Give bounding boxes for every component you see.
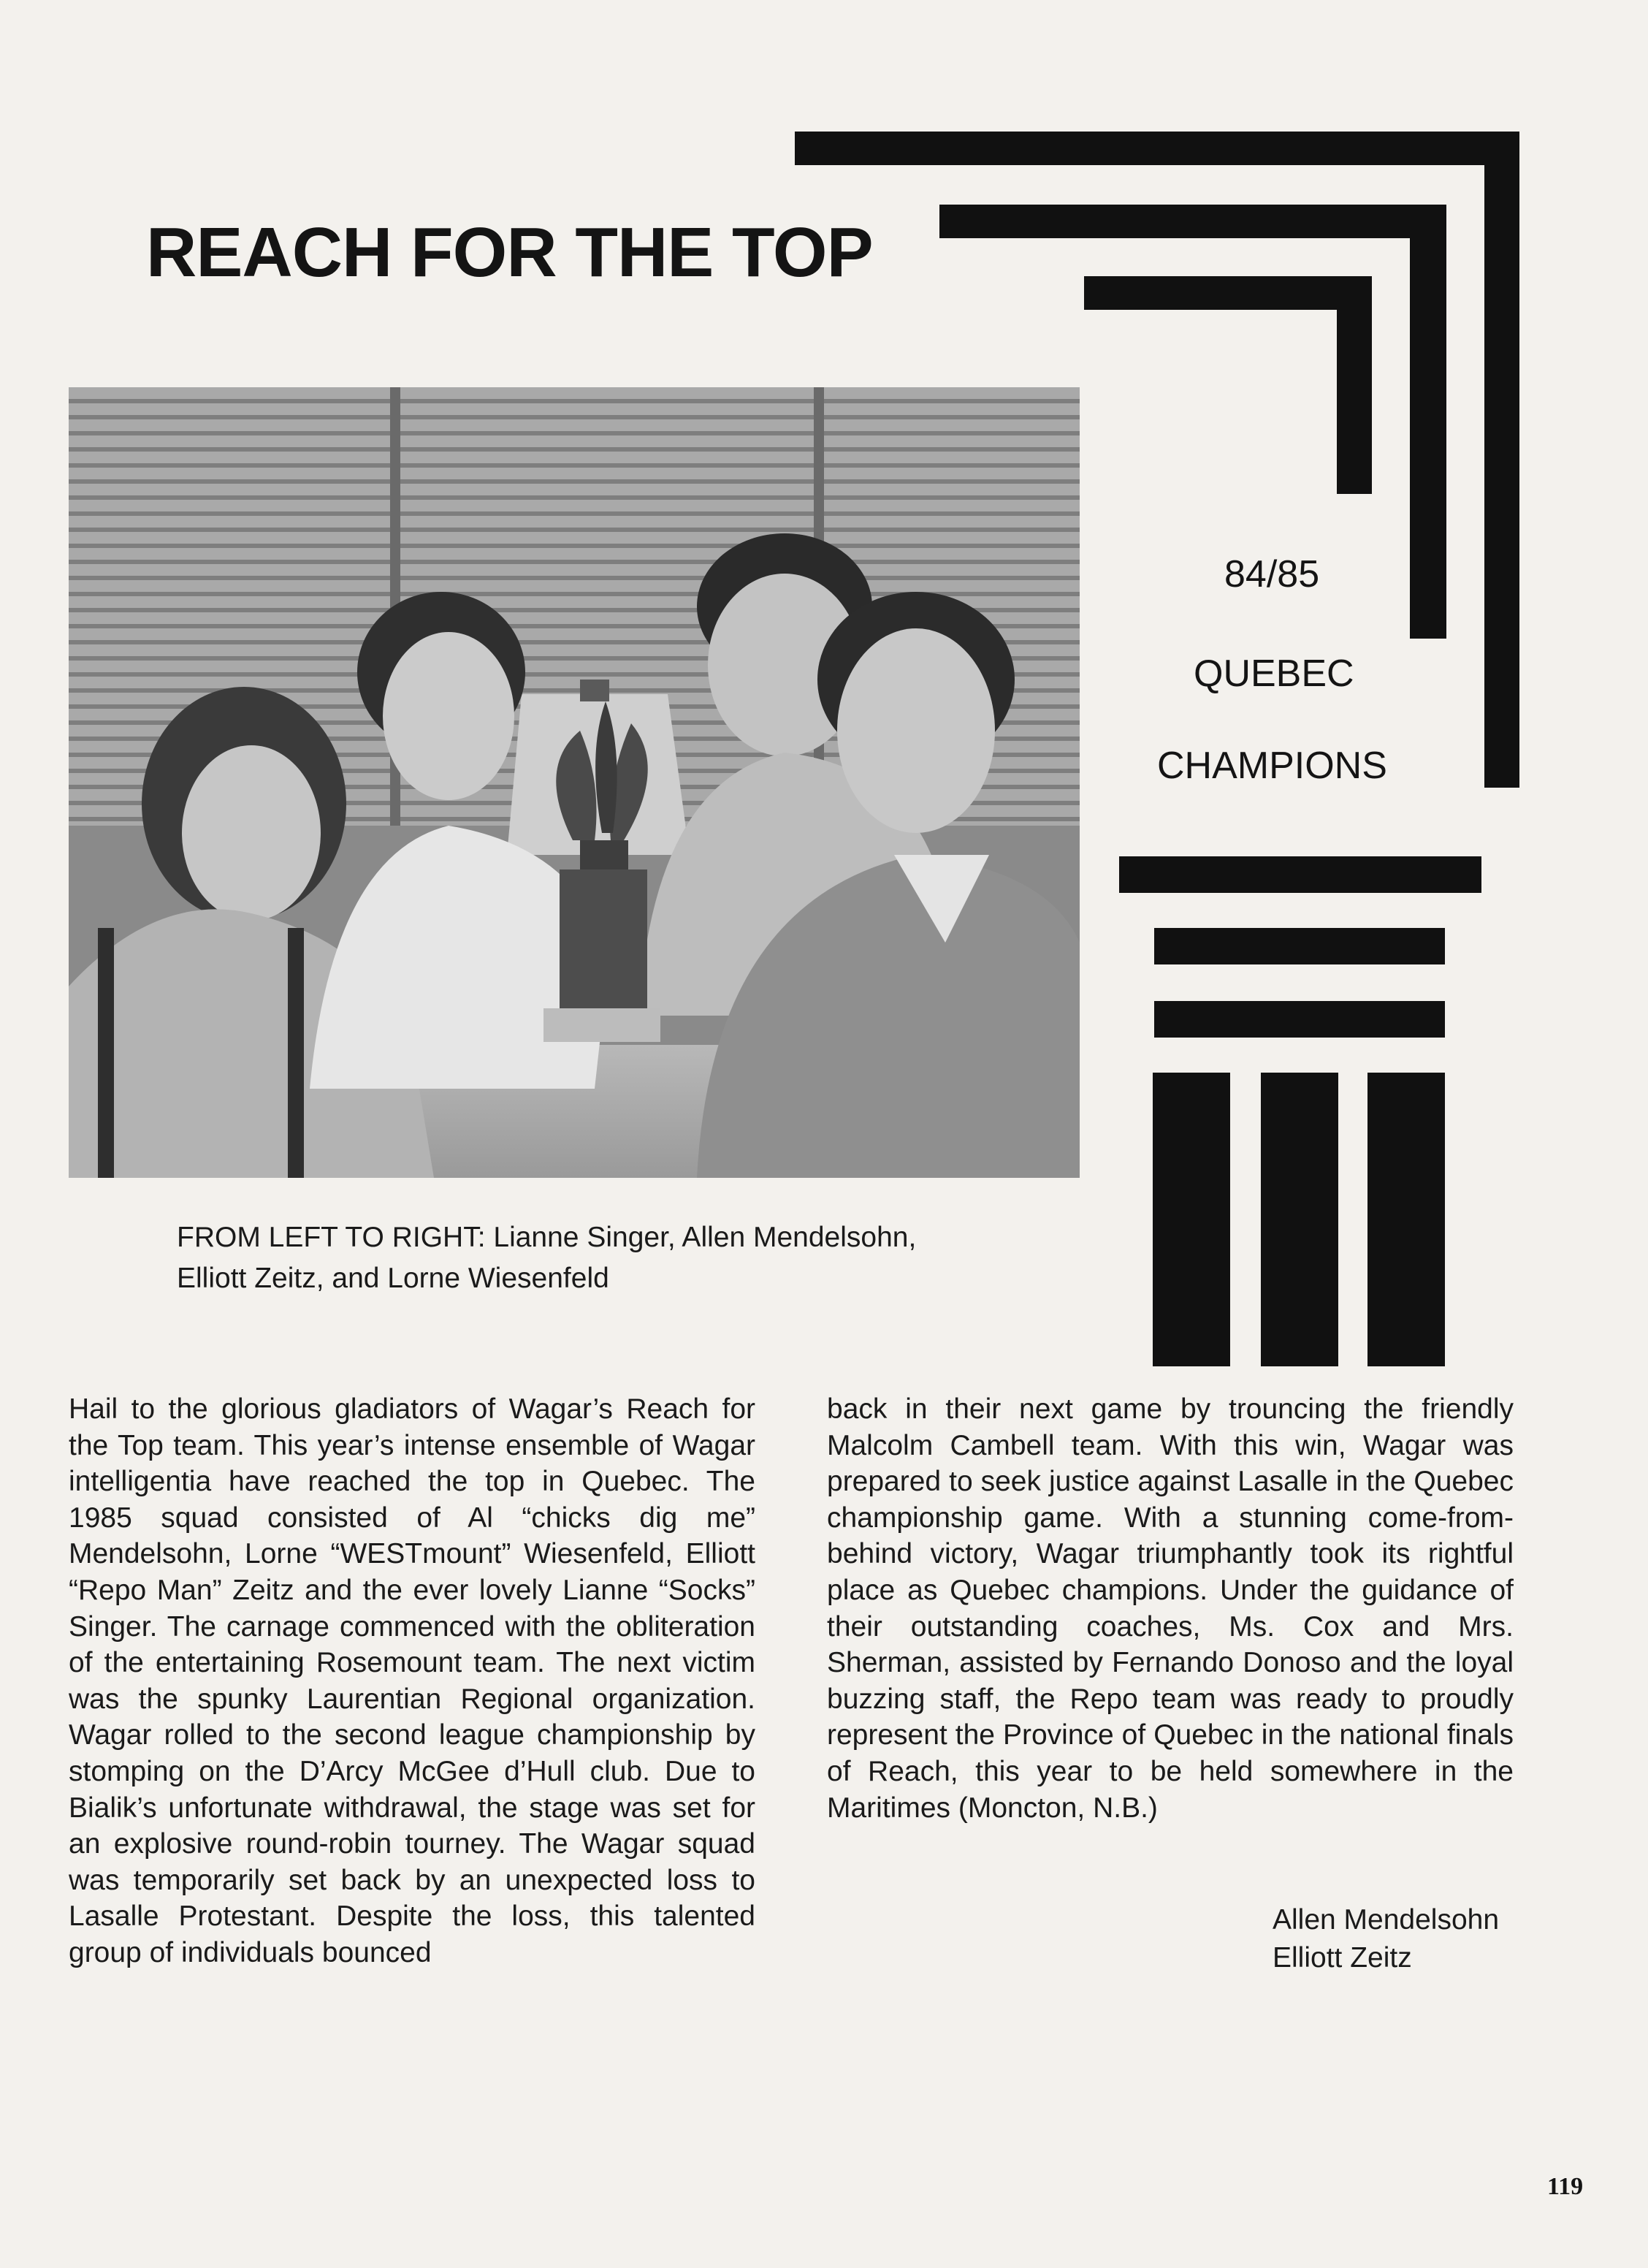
page-number: 119 bbox=[1547, 2173, 1584, 2200]
article-column-left bbox=[69, 1391, 755, 1971]
province-label: QUEBEC bbox=[1194, 652, 1354, 695]
caption-line-2: Elliott Zeitz, and Lorne Wiesenfeld bbox=[177, 1263, 609, 1294]
author-name-1: Allen Mendelsohn bbox=[1273, 1904, 1500, 1936]
champions-label: CHAMPIONS bbox=[1157, 745, 1387, 787]
bracket-middle-top bbox=[939, 205, 1446, 238]
pillar-2 bbox=[1261, 1073, 1338, 1366]
bracket-inner-top bbox=[1084, 276, 1372, 310]
bracket-middle-side bbox=[1410, 205, 1446, 639]
article-column-right bbox=[827, 1391, 1514, 1826]
bracket-outer-top bbox=[795, 132, 1519, 165]
article-text-right: back in their next game by trouncing the friendly Malcolm Cambell team. With this win, Wagar was prepared to seek justice against Lasalle in the Quebec championship game. With a stunning come-from-behind victory, Wagar triumphantly took its rightful place as Quebec champions. Under the guidance of their outstanding coaches, Ms. Cox and Mrs. Sherman, assisted by Fernando Donoso and the loyal buzzing staff, the Repo team was ready to proudly represent the Province of Quebec in the national finals of Reach, this year to be held somewhere in the Maritimes (Moncton, N.B.) bbox=[827, 1393, 1514, 1824]
photo-caption bbox=[177, 1217, 1053, 1299]
article-text-left: Hail to the glorious gladiators of Wagar’s Reach for the Top team. This year’s intense ensemble of Wagar intelligentia have reached the top in Quebec. The 1985 squad consisted of Al “chicks dig me” Mendelsohn, Lorne “WESTmount” Wiesenfeld, Elliott “Repo Man” Zeitz and the ever lovely Lianne “Socks” Singer. The carnage commenced with the obliteration of the entertaining Rosemount team. The next victim was the spunky Laurentian Regional organization. Wagar rolled to the second league championship by stomping on the D’Arcy McGee d’Hull club. Due to Bialik’s unfortunate withdrawal, the stage was set for an explosive round-robin tourney. The Wagar squad was temporarily set back by an unexpected loss to Lasalle Protestant. Despite the loss, this talented group of individuals bounced bbox=[69, 1393, 755, 1968]
team-photo bbox=[69, 387, 1080, 1178]
stripe-bar-3 bbox=[1154, 1001, 1445, 1038]
pillar-1 bbox=[1153, 1073, 1230, 1366]
bracket-outer-side bbox=[1484, 132, 1519, 788]
season-label: 84/85 bbox=[1224, 553, 1320, 595]
stripe-bar-1 bbox=[1119, 856, 1481, 893]
bracket-inner-side bbox=[1337, 276, 1372, 494]
stripe-bar-2 bbox=[1154, 928, 1445, 964]
pillar-3 bbox=[1367, 1073, 1445, 1366]
caption-line-1: FROM LEFT TO RIGHT: Lianne Singer, Allen Mendelsohn, bbox=[177, 1222, 917, 1253]
author-byline bbox=[1273, 1901, 1499, 1977]
author-name-2: Elliott Zeitz bbox=[1273, 1942, 1412, 1974]
page-title: REACH FOR THE TOP bbox=[146, 213, 873, 292]
